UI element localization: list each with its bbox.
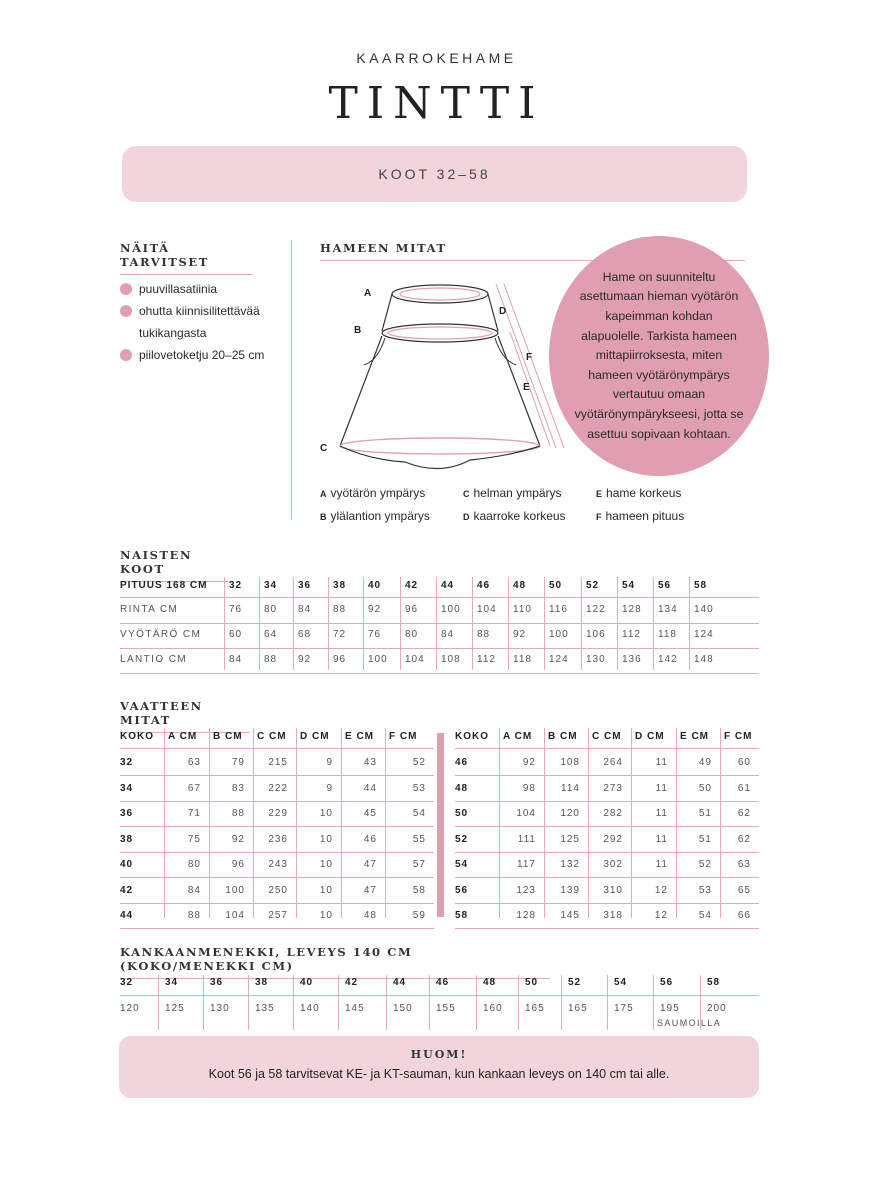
measurements-title: HAMEEN MITAT (320, 241, 745, 261)
measure-value: 120 (560, 808, 580, 819)
women-sizes-table (120, 577, 759, 673)
diagram-label-e: E (523, 382, 530, 393)
column-header: E CM (680, 731, 709, 742)
fabric-amount: 145 (345, 1003, 365, 1014)
row-separator (120, 748, 434, 749)
measure-value: 63 (737, 859, 751, 870)
measure-value: 47 (363, 884, 377, 896)
table-divider (437, 733, 444, 917)
measure-value: 128 (622, 604, 642, 615)
pattern-type: KAARROKEHAME (356, 50, 517, 66)
measure-value: 292 (603, 833, 623, 845)
measure-value: 96 (333, 654, 347, 665)
column-header: KOKO (455, 731, 489, 742)
fabric-size: 34 (165, 977, 179, 988)
measure-row-label: VYÖTÄRÖ CM (120, 629, 202, 640)
fabric-size: 54 (614, 977, 628, 988)
measure-value: 96 (231, 859, 245, 870)
fabric-amount: 165 (525, 1003, 545, 1014)
measure-value: 108 (441, 654, 461, 665)
fabric-size: 46 (436, 977, 450, 988)
fabric-size: 40 (300, 977, 314, 988)
measure-value: 10 (319, 859, 333, 870)
measure-value: 118 (658, 629, 677, 640)
column-separator (653, 975, 654, 1030)
note-title: HUOM! (410, 1048, 468, 1061)
fabric-table (120, 975, 759, 1033)
column-separator (607, 975, 608, 1030)
measure-value: 75 (187, 833, 201, 845)
row-separator (120, 826, 434, 827)
column-separator (248, 975, 249, 1030)
measure-value: 114 (561, 782, 580, 794)
size-cell: 42 (120, 884, 134, 896)
measure-value: 92 (522, 757, 536, 768)
size-header: 54 (622, 580, 636, 591)
measure-value: 63 (187, 757, 201, 768)
measure-value: 62 (737, 808, 751, 819)
size-header: 32 (229, 580, 243, 591)
measure-value: 116 (549, 604, 568, 615)
note-box (119, 1036, 759, 1098)
measure-value: 52 (412, 757, 426, 768)
legend-item-c: C helman ympärys (463, 486, 562, 500)
measure-value: 104 (405, 654, 425, 665)
measure-value: 132 (560, 859, 580, 870)
column-separator (386, 975, 387, 1030)
column-header: F CM (389, 731, 418, 742)
row-separator (120, 928, 434, 929)
size-cell: 38 (120, 833, 134, 845)
measure-value: 53 (698, 884, 712, 896)
measure-value: 222 (268, 782, 288, 794)
size-header: 44 (441, 580, 455, 591)
bullet-icon (120, 283, 132, 295)
size-cell: 32 (120, 757, 134, 768)
fabric-amount: 155 (436, 1003, 456, 1014)
measure-value: 9 (326, 782, 333, 794)
fit-info-circle (549, 236, 769, 476)
measure-row-label: RINTA CM (120, 604, 179, 615)
garment-title: VAATTEEN MITAT (120, 699, 250, 733)
column-separator (518, 975, 519, 1030)
measure-value: 47 (363, 859, 377, 870)
fabric-amount: 175 (614, 1003, 634, 1014)
measure-value: 62 (737, 833, 751, 845)
measure-value: 124 (549, 654, 569, 665)
measure-value: 55 (412, 833, 426, 845)
measure-value: 57 (412, 859, 426, 870)
measure-value: 125 (560, 833, 580, 845)
fabric-amount: 135 (255, 1003, 275, 1014)
fabric-size: 58 (707, 977, 721, 988)
materials-list (120, 278, 290, 366)
measure-value: 10 (319, 833, 333, 845)
legend-item-b: B ylälantion ympärys (320, 509, 430, 523)
material-item-continued: tukikangasta (139, 326, 207, 340)
measure-value: 122 (586, 604, 606, 615)
measure-value: 134 (658, 604, 678, 615)
size-cell: 36 (120, 808, 134, 819)
fabric-size: 32 (120, 977, 134, 988)
fabric-size: 50 (525, 977, 539, 988)
diagram-label-f: F (526, 352, 533, 363)
measure-value: 273 (603, 782, 623, 794)
measure-value: 139 (560, 884, 580, 896)
row-separator (455, 928, 759, 929)
skirt-diagram (310, 270, 570, 490)
measure-value: 84 (441, 629, 455, 640)
row-separator (120, 852, 434, 853)
measure-value: 80 (405, 629, 419, 640)
measure-value: 106 (586, 629, 606, 640)
measure-value: 10 (319, 808, 333, 819)
section-divider (291, 240, 292, 520)
material-item: puuvillasatiinia (120, 278, 290, 300)
material-item: piilovetoketju 20–25 cm (120, 344, 290, 366)
measure-value: 142 (658, 654, 678, 665)
measure-value: 282 (603, 808, 623, 819)
measure-value: 318 (603, 910, 623, 921)
column-header: D CM (300, 731, 330, 742)
row-separator (120, 801, 434, 802)
fit-info-text: Hame on suunniteltu asettumaan hieman vyötärön kapeimman kohdan alapuolelle. Tarkista hameen mittapiirroksesta, miten hameen vyötärönympärys vertautuu omaan vyötärönympärykseesi, jotta se asettuu sopivaan kohtaan. (574, 269, 744, 441)
column-separator (338, 975, 339, 1030)
row-separator (120, 903, 434, 904)
size-cell: 40 (120, 859, 134, 870)
measure-value: 92 (513, 629, 527, 640)
measure-value: 76 (368, 629, 382, 640)
column-header: C CM (257, 731, 287, 742)
fabric-size: 48 (483, 977, 497, 988)
measure-value: 104 (516, 808, 536, 819)
measure-value: 100 (549, 629, 569, 640)
measure-value: 111 (517, 833, 536, 845)
measure-value: 257 (268, 910, 288, 921)
measure-value: 53 (412, 782, 426, 794)
size-header: 56 (658, 580, 672, 591)
measure-value: 88 (333, 604, 347, 615)
measure-value: 140 (694, 604, 714, 615)
measure-value: 83 (231, 782, 245, 794)
measure-value: 59 (412, 910, 426, 921)
measure-value: 148 (694, 654, 714, 665)
measure-value: 112 (477, 654, 496, 665)
size-cell: 58 (455, 910, 469, 921)
diagram-label-b: B (354, 325, 362, 336)
column-header: KOKO (120, 731, 154, 742)
measure-value: 51 (698, 833, 712, 845)
sizes-banner (122, 146, 747, 202)
legend-item-a: A vyötärön ympärys (320, 486, 426, 500)
measure-value: 88 (477, 629, 491, 640)
fabric-size: 42 (345, 977, 359, 988)
note-text: Koot 56 ja 58 tarvitsevat KE- ja KT-sauman, kun kankaan leveys on 140 cm tai alle. (208, 1067, 670, 1081)
column-separator (158, 975, 159, 1030)
measure-value: 96 (405, 604, 419, 615)
measure-value: 80 (187, 859, 201, 870)
size-header: 46 (477, 580, 491, 591)
column-separator (203, 975, 204, 1030)
legend-item-d: D kaarroke korkeus (463, 509, 566, 523)
measure-value: 104 (225, 910, 245, 921)
fabric-title: KANKAANMENEKKI, LEVEYS 140 CM (KOKO/MENEKKI CM) (120, 945, 550, 979)
measure-value: 112 (622, 629, 641, 640)
column-header: C CM (592, 731, 622, 742)
measure-value: 67 (187, 782, 201, 794)
row-separator (455, 801, 759, 802)
measure-value: 12 (654, 910, 668, 921)
column-separator (476, 975, 477, 1030)
row-separator (120, 648, 759, 649)
row-separator (120, 623, 759, 624)
measure-value: 100 (225, 884, 245, 896)
column-header: A CM (168, 731, 198, 742)
size-header: 36 (298, 580, 312, 591)
column-header: E CM (345, 731, 374, 742)
measure-value: 54 (412, 808, 426, 819)
row-separator (455, 903, 759, 904)
fabric-amount: 140 (300, 1003, 320, 1014)
size-cell: 50 (455, 808, 469, 819)
row-separator (455, 826, 759, 827)
measure-value: 215 (268, 757, 288, 768)
bullet-icon (120, 349, 132, 361)
measure-value: 130 (586, 654, 606, 665)
measure-value: 118 (513, 654, 532, 665)
fabric-amount: 150 (393, 1003, 413, 1014)
fabric-amount: 130 (210, 1003, 230, 1014)
row-separator (120, 775, 434, 776)
fabric-amount: 200 (707, 1003, 727, 1014)
measure-value: 84 (229, 654, 243, 665)
row-separator (455, 852, 759, 853)
measure-value: 52 (698, 859, 712, 870)
measure-value: 229 (268, 808, 288, 819)
column-separator (561, 975, 562, 1030)
measure-value: 117 (517, 859, 536, 870)
bullet-icon (120, 305, 132, 317)
size-cell: 46 (455, 757, 469, 768)
diagram-label-d: D (499, 306, 507, 317)
size-cell: 48 (455, 782, 469, 794)
size-header: 50 (549, 580, 563, 591)
measure-row-label: LANTIO CM (120, 654, 188, 665)
diagram-label-a: A (364, 288, 372, 299)
measure-value: 76 (229, 604, 243, 615)
measure-value: 88 (264, 654, 278, 665)
sizes-banner-text: KOOT 32–58 (378, 166, 491, 182)
measure-value: 92 (231, 833, 245, 845)
fabric-size: 52 (568, 977, 582, 988)
measure-value: 9 (326, 757, 333, 768)
measure-value: 11 (655, 859, 668, 870)
measure-value: 44 (363, 782, 377, 794)
measure-value: 310 (603, 884, 623, 896)
measure-value: 50 (698, 782, 712, 794)
column-header: D CM (635, 731, 665, 742)
fabric-amount: 125 (165, 1003, 185, 1014)
fabric-size: 44 (393, 977, 407, 988)
measure-value: 84 (187, 884, 201, 896)
row-separator (120, 877, 434, 878)
size-header: 34 (264, 580, 278, 591)
measure-value: 79 (231, 757, 245, 768)
row-separator (120, 597, 759, 598)
measure-value: 92 (368, 604, 382, 615)
measure-value: 100 (368, 654, 388, 665)
measure-value: 12 (654, 884, 668, 896)
measure-value: 136 (622, 654, 642, 665)
measure-value: 98 (522, 782, 536, 794)
measure-value: 68 (298, 629, 312, 640)
row-separator (120, 995, 759, 996)
legend-item-e: E hame korkeus (596, 486, 682, 500)
measure-value: 80 (264, 604, 278, 615)
diagram-label-c: C (320, 443, 328, 454)
measure-value: 46 (363, 833, 377, 845)
size-cell: 56 (455, 884, 469, 896)
column-header: A CM (503, 731, 533, 742)
measure-value: 66 (737, 910, 751, 921)
size-header: 48 (513, 580, 527, 591)
size-header: 38 (333, 580, 347, 591)
measure-value: 110 (513, 604, 532, 615)
fabric-footnote: SAUMOILLA (657, 1018, 722, 1028)
measure-value: 10 (319, 910, 333, 921)
measure-value: 60 (229, 629, 243, 640)
measure-value: 49 (698, 757, 712, 768)
measure-value: 61 (737, 782, 751, 794)
measure-value: 48 (363, 910, 377, 921)
column-separator (429, 975, 430, 1030)
row-separator (455, 748, 759, 749)
measure-value: 54 (698, 910, 712, 921)
size-header: 40 (368, 580, 382, 591)
fabric-amount: 195 (660, 1003, 680, 1014)
garment-table-left (120, 728, 434, 921)
measure-value: 45 (363, 808, 377, 819)
measure-value: 65 (737, 884, 751, 896)
fabric-size: 36 (210, 977, 224, 988)
measure-value: 88 (187, 910, 201, 921)
measure-value: 11 (655, 757, 668, 768)
pattern-title: TINTTI (328, 78, 545, 129)
materials-title: NÄITÄ TARVITSET (120, 241, 253, 275)
measure-value: 100 (441, 604, 461, 615)
measure-value: 236 (268, 833, 288, 845)
measure-value: 108 (560, 757, 580, 768)
material-item: ohutta kiinnisilitettävää (120, 300, 290, 322)
measure-value: 145 (560, 910, 580, 921)
fabric-size: 38 (255, 977, 269, 988)
fabric-amount: 160 (483, 1003, 503, 1014)
measure-value: 104 (477, 604, 497, 615)
measure-value: 64 (264, 629, 278, 640)
measure-value: 250 (268, 884, 288, 896)
measure-value: 92 (298, 654, 312, 665)
size-cell: 34 (120, 782, 134, 794)
size-header: 52 (586, 580, 600, 591)
size-header: 42 (405, 580, 419, 591)
row-separator (455, 775, 759, 776)
measure-value: 264 (603, 757, 623, 768)
column-separator (293, 975, 294, 1030)
measure-value: 11 (655, 782, 668, 794)
legend-item-f: F hameen pituus (596, 509, 685, 523)
measure-value: 128 (516, 910, 536, 921)
column-header: B CM (548, 731, 578, 742)
measure-value: 11 (655, 808, 668, 819)
fabric-size: 56 (660, 977, 674, 988)
women-sizes-title: NAISTEN KOOT (120, 548, 233, 582)
measure-value: 123 (516, 884, 536, 896)
row-separator (120, 673, 759, 674)
header-height-label: PITUUS 168 CM (120, 580, 208, 591)
measure-value: 60 (737, 757, 751, 768)
garment-table-right (455, 728, 759, 921)
column-header: B CM (213, 731, 243, 742)
measure-value: 88 (231, 808, 245, 819)
size-cell: 52 (455, 833, 469, 845)
measure-value: 71 (187, 808, 201, 819)
row-separator (455, 877, 759, 878)
measure-value: 72 (333, 629, 347, 640)
size-cell: 44 (120, 910, 134, 921)
measure-value: 302 (603, 859, 623, 870)
fabric-amount: 120 (120, 1003, 140, 1014)
measure-value: 43 (363, 757, 377, 768)
measure-value: 10 (319, 884, 333, 896)
column-header: F CM (724, 731, 753, 742)
measure-value: 84 (298, 604, 312, 615)
measure-value: 58 (412, 884, 426, 896)
measure-value: 51 (698, 808, 712, 819)
measure-value: 243 (268, 859, 288, 870)
size-cell: 54 (455, 859, 469, 870)
measure-value: 124 (694, 629, 714, 640)
size-header: 58 (694, 580, 708, 591)
measure-value: 11 (655, 833, 668, 845)
fabric-amount: 165 (568, 1003, 588, 1014)
